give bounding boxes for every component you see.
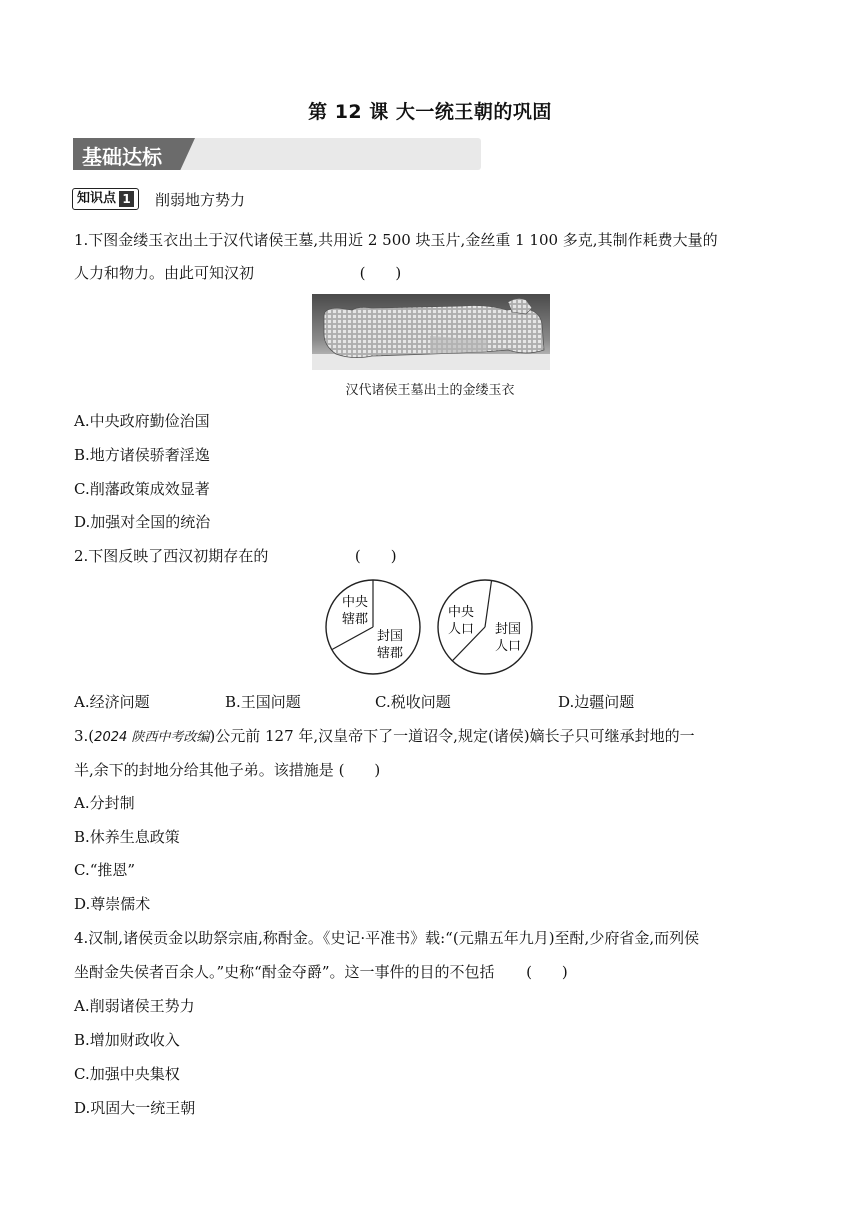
q1-option-a[interactable]: A.中央政府勤俭治国 [74, 412, 210, 430]
knowledge-point-label: 知识点 [77, 191, 117, 206]
pie-territory-label-fief-2: 辖郡 [376, 646, 404, 661]
q3-source: 2024 陕西中考改编 [94, 730, 210, 745]
jade-burial-suit-image [312, 294, 550, 370]
q2-answer-bracket: ( ) [354, 547, 397, 565]
lesson-title: 第 12 课 大一统王朝的巩固 [308, 101, 552, 123]
q1-option-d[interactable]: D.加强对全国的统治 [74, 513, 211, 531]
q1-stem-line2 [74, 262, 401, 283]
q1-option-c[interactable]: C.削藩政策成效显著 [74, 480, 210, 498]
q1-answer-bracket: ( ) [359, 264, 402, 282]
q3-option-c[interactable]: C.“推恩” [74, 861, 136, 879]
q3-answer-bracket: ( ) [338, 761, 381, 779]
pie-territory-label-central-2: 辖郡 [341, 612, 369, 627]
q3-number: 3.( [74, 727, 95, 745]
q2-option-b[interactable]: B.王国问题 [225, 693, 301, 711]
q3-option-d[interactable]: D.尊崇儒术 [74, 895, 151, 913]
q3-stem-text: )公元前 127 年,汉皇帝下了一道诏令,规定(诸侯)嫡长子只可继承封地的一 [209, 727, 695, 745]
q3-option-b[interactable]: B.休养生息政策 [74, 828, 180, 846]
section-banner [73, 138, 481, 170]
pie-population-label-fief-1: 封国 [494, 622, 522, 637]
q4-stem-text: 坐酎金失侯者百余人。”史称“酎金夺爵”。这一事件的目的不包括 [74, 963, 495, 981]
q4-stem-line2 [74, 961, 568, 982]
knowledge-point-header [72, 188, 245, 210]
q2-option-d[interactable]: D.边疆问题 [558, 693, 635, 711]
q4-option-a[interactable]: A.削弱诸侯王势力 [74, 997, 195, 1015]
pie-population-label-central-1: 中央 [447, 605, 475, 620]
knowledge-point-title: 削弱地方势力 [155, 190, 246, 209]
q2-stem [74, 545, 397, 566]
section-banner-label: 基础达标 [82, 145, 162, 169]
pie-population-label-fief-2: 人口 [494, 639, 522, 654]
q4-stem-line1: 4.汉制,诸侯贡金以助祭宗庙,称酎金。《史记·平准书》载:“(元鼎五年九月)至酎,少府省金,而列侯 [74, 929, 700, 947]
q1-image-caption: 汉代诸侯王墓出土的金缕玉衣 [345, 383, 515, 398]
q4-option-b[interactable]: B.增加财政收入 [74, 1031, 180, 1049]
q3-stem-line1 [74, 725, 695, 746]
pie-chart-population [438, 580, 532, 674]
q2-options [74, 691, 794, 711]
knowledge-point-number: 1 [119, 191, 134, 207]
q4-option-c[interactable]: C.加强中央集权 [74, 1065, 180, 1083]
q3-stem-line2 [74, 759, 380, 780]
pie-territory-label-fief-1: 封国 [376, 629, 404, 644]
pie-chart-territory [326, 580, 420, 674]
pie-territory-label-central-1: 中央 [341, 595, 369, 610]
q2-option-a[interactable]: A.经济问题 [74, 693, 150, 711]
q1-stem-text: 人力和物力。由此可知汉初 [74, 264, 255, 282]
q3-stem-text-2: 半,余下的封地分给其他子弟。该措施是 [74, 761, 334, 779]
q4-option-d[interactable]: D.巩固大一统王朝 [74, 1099, 196, 1117]
territory-population-pie-charts [318, 576, 540, 678]
q2-stem-text: 2.下图反映了西汉初期存在的 [74, 547, 269, 565]
q1-stem-line1: 1.下图金缕玉衣出土于汉代诸侯王墓,共用近 2 500 块玉片,金丝重 1 100 多克,其制作耗费大量的 [74, 231, 718, 249]
q1-option-b[interactable]: B.地方诸侯骄奢淫逸 [74, 446, 210, 464]
q3-option-a[interactable]: A.分封制 [74, 794, 135, 812]
jade-burial-suit-photo [312, 294, 550, 370]
pie-population-label-central-2: 人口 [447, 622, 475, 637]
knowledge-point-badge [72, 188, 139, 210]
q4-answer-bracket: ( ) [526, 963, 568, 981]
q2-option-c[interactable]: C.税收问题 [375, 693, 451, 711]
